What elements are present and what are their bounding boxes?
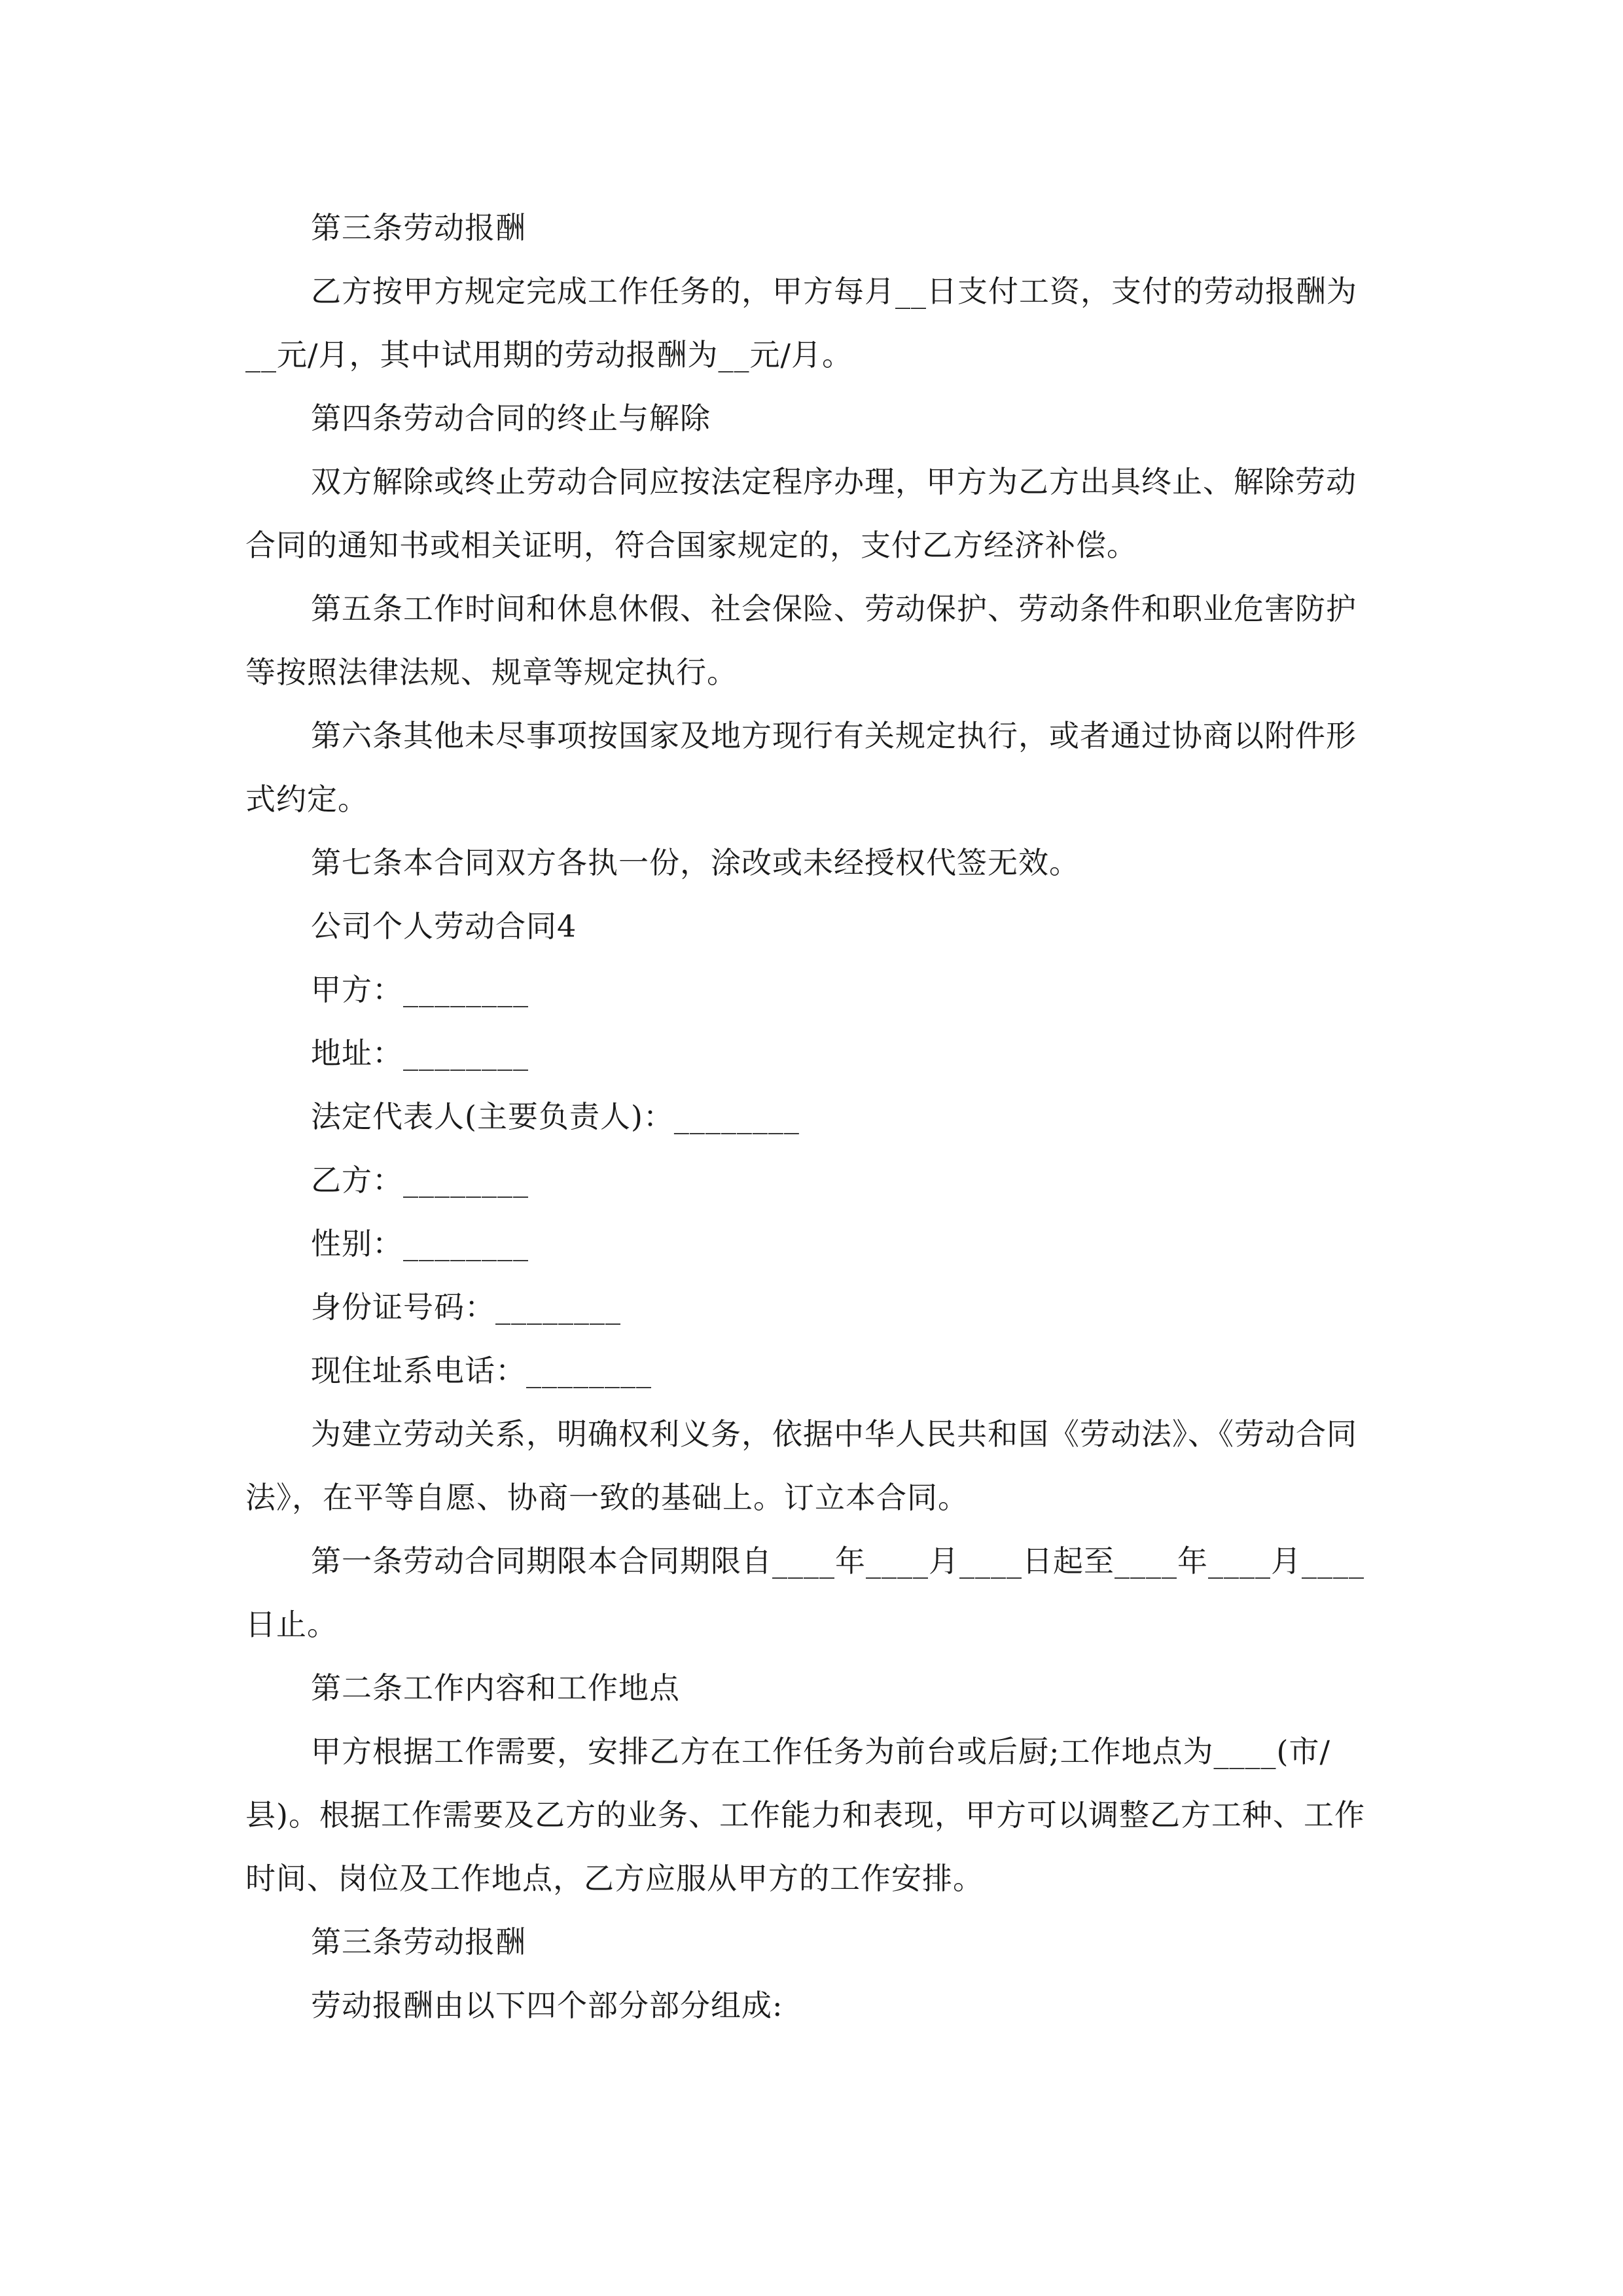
section-heading-article-4: 第四条劳动合同的终止与解除 xyxy=(311,401,711,436)
paragraph-termination: 双方解除或终止劳动合同应按法定程序办理，甲方为乙方出具终止、解除劳动合同的通知书或相关证明，符合国家规定的，支付乙方经济补偿。 xyxy=(245,464,1357,563)
section-heading-article-3: 第三条劳动报酬 xyxy=(311,210,526,245)
field-residence-phone: 现住址系电话：________ xyxy=(311,1353,652,1388)
paragraph-article-5: 第五条工作时间和休息休假、社会保险、劳动保护、劳动条件和职业危害防护等按照法律法规、规章等规定执行。 xyxy=(245,591,1357,690)
paragraph-salary-components: 劳动报酬由以下四个部分部分组成: xyxy=(311,1988,783,2023)
field-legal-representative: 法定代表人(主要负责人)：________ xyxy=(311,1099,800,1134)
field-address: 地址：________ xyxy=(311,1035,529,1071)
field-party-b: 乙方：________ xyxy=(311,1162,529,1198)
paragraph-article-6: 第六条其他未尽事项按国家及地方现行有关规定执行，或者通过协商以附件形式约定。 xyxy=(245,718,1357,817)
section-heading-article-3-repeat: 第三条劳动报酬 xyxy=(311,1924,526,1960)
paragraph-preamble: 为建立劳动关系，明确权利义务，依据中华人民共和国《劳动法》、《劳动合同法》，在平等自愿、协商一致的基础上。订立本合同。 xyxy=(245,1416,1357,1515)
field-id-number: 身份证号码：________ xyxy=(311,1289,621,1325)
paragraph-article-7: 第七条本合同双方各执一份，涂改或未经授权代签无效。 xyxy=(311,845,1080,880)
paragraph-article-1-term: 第一条劳动合同期限本合同期限自____年____月____日起至____年____月____日止。 xyxy=(245,1543,1364,1642)
paragraph-work-content: 甲方根据工作需要，安排乙方在工作任务为前台或后厨;工作地点为____(市/县)。根据工作需要及乙方的业务、工作能力和表现，甲方可以调整乙方工种、工作时间、岗位及工作地点，乙方应服从甲方的工作安排。 xyxy=(245,1734,1365,1896)
document-body xyxy=(245,196,1384,2037)
field-party-a: 甲方：________ xyxy=(311,972,529,1007)
paragraph-salary-payment: 乙方按甲方规定完成工作任务的，甲方每月__日支付工资，支付的劳动报酬为__元/月，其中试用期的劳动报酬为__元/月。 xyxy=(245,274,1357,372)
section-heading-article-2: 第二条工作内容和工作地点 xyxy=(311,1670,680,1706)
field-gender: 性别：________ xyxy=(311,1226,529,1261)
contract-title: 公司个人劳动合同4 xyxy=(311,908,577,944)
